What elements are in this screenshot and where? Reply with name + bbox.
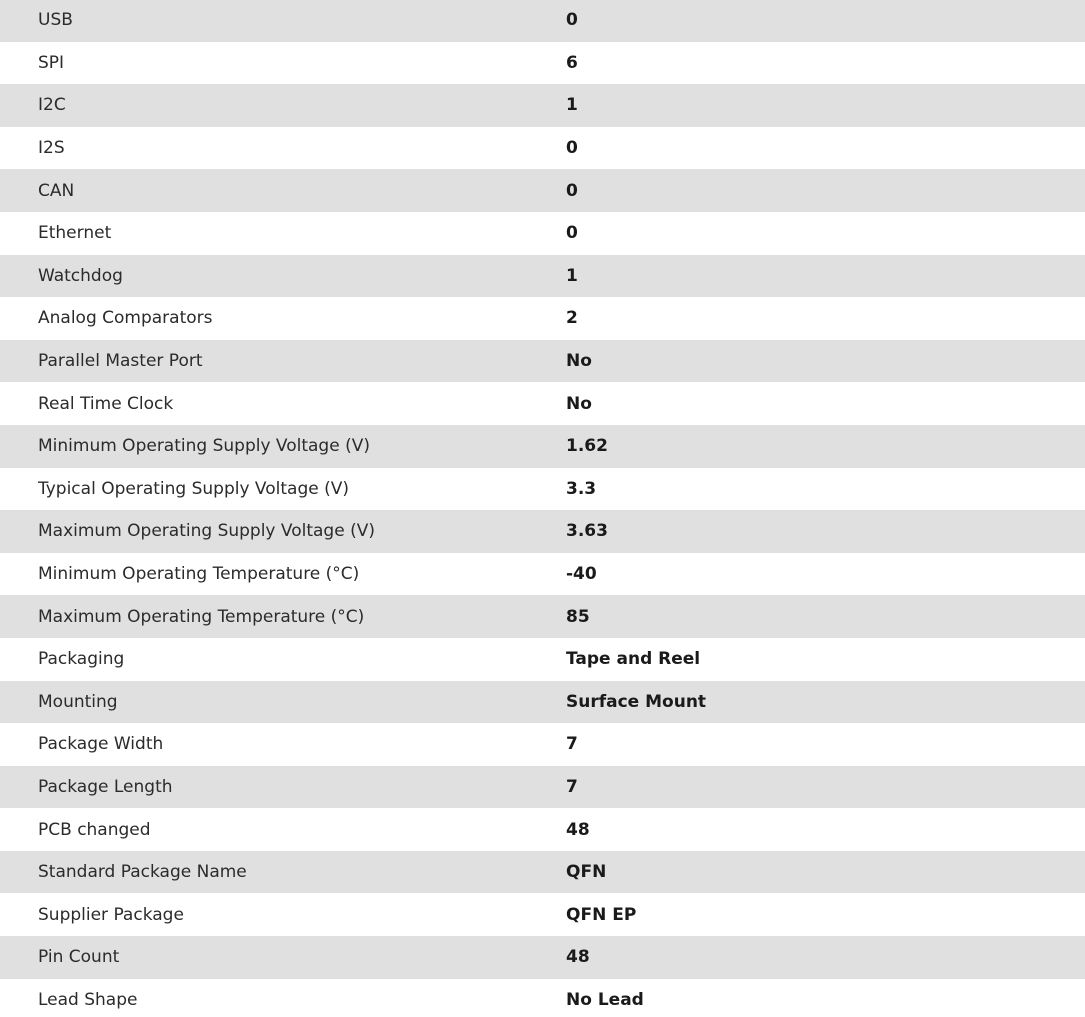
table-row bbox=[0, 510, 1085, 553]
table-row bbox=[0, 42, 1085, 85]
spec-value: QFN EP bbox=[566, 904, 637, 925]
table-row bbox=[0, 212, 1085, 255]
spec-value: 0 bbox=[566, 138, 578, 159]
table-row bbox=[0, 340, 1085, 383]
spec-label: Standard Package Name bbox=[38, 862, 247, 883]
spec-value: 0 bbox=[566, 223, 578, 244]
table-row bbox=[0, 382, 1085, 425]
spec-value: -40 bbox=[566, 564, 597, 585]
table-row bbox=[0, 893, 1085, 936]
spec-value: 0 bbox=[566, 180, 578, 201]
spec-value: 1.62 bbox=[566, 436, 608, 457]
spec-value: No bbox=[566, 351, 592, 372]
table-row bbox=[0, 425, 1085, 468]
spec-label: Mounting bbox=[38, 691, 118, 712]
table-row bbox=[0, 169, 1085, 212]
spec-label: SPI bbox=[38, 52, 65, 73]
spec-label: Packaging bbox=[38, 649, 125, 670]
spec-label: Minimum Operating Temperature (°C) bbox=[38, 564, 360, 585]
spec-label: I2C bbox=[38, 95, 66, 116]
spec-label: Parallel Master Port bbox=[38, 351, 203, 372]
spec-value: 85 bbox=[566, 606, 590, 627]
table-row bbox=[0, 553, 1085, 596]
table-row bbox=[0, 766, 1085, 809]
spec-label: Watchdog bbox=[38, 265, 123, 286]
table-row bbox=[0, 851, 1085, 894]
spec-label: Analog Comparators bbox=[38, 308, 213, 329]
table-row bbox=[0, 84, 1085, 127]
spec-value: 6 bbox=[566, 52, 578, 73]
spec-value: 1 bbox=[566, 265, 578, 286]
spec-label: I2S bbox=[38, 138, 65, 159]
spec-value: 48 bbox=[566, 819, 590, 840]
spec-value: 2 bbox=[566, 308, 578, 329]
spec-value: No bbox=[566, 393, 592, 414]
table-row bbox=[0, 681, 1085, 724]
spec-value: 7 bbox=[566, 776, 578, 797]
table-row bbox=[0, 638, 1085, 681]
spec-label: Supplier Package bbox=[38, 904, 184, 925]
table-row bbox=[0, 0, 1085, 42]
spec-label: USB bbox=[38, 10, 73, 31]
spec-value: 1 bbox=[566, 95, 578, 116]
spec-label: Ethernet bbox=[38, 223, 112, 244]
spec-value: No Lead bbox=[566, 989, 644, 1010]
table-row bbox=[0, 808, 1085, 851]
table-row bbox=[0, 468, 1085, 511]
table-row bbox=[0, 255, 1085, 298]
spec-label: Pin Count bbox=[38, 947, 120, 968]
table-row bbox=[0, 595, 1085, 638]
spec-label: Real Time Clock bbox=[38, 393, 174, 414]
spec-label: Typical Operating Supply Voltage (V) bbox=[38, 478, 349, 499]
table-row bbox=[0, 723, 1085, 766]
spec-value: Surface Mount bbox=[566, 691, 707, 712]
spec-value: 3.3 bbox=[566, 478, 597, 499]
spec-label: Package Width bbox=[38, 734, 164, 755]
spec-label: CAN bbox=[38, 180, 75, 201]
spec-value: QFN bbox=[566, 862, 607, 883]
spec-label: Lead Shape bbox=[38, 989, 138, 1010]
spec-label: Minimum Operating Supply Voltage (V) bbox=[38, 436, 370, 457]
table-row bbox=[0, 297, 1085, 340]
spec-label: Package Length bbox=[38, 776, 173, 797]
spec-value: 48 bbox=[566, 947, 590, 968]
spec-value: 0 bbox=[566, 10, 578, 31]
spec-label: Maximum Operating Supply Voltage (V) bbox=[38, 521, 375, 542]
table-row bbox=[0, 979, 1085, 1017]
spec-value: Tape and Reel bbox=[566, 649, 701, 670]
table-row bbox=[0, 936, 1085, 979]
spec-value: 7 bbox=[566, 734, 578, 755]
spec-value: 3.63 bbox=[566, 521, 608, 542]
table-row bbox=[0, 127, 1085, 170]
spec-label: Maximum Operating Temperature (°C) bbox=[38, 606, 365, 627]
spec-label: PCB changed bbox=[38, 819, 151, 840]
